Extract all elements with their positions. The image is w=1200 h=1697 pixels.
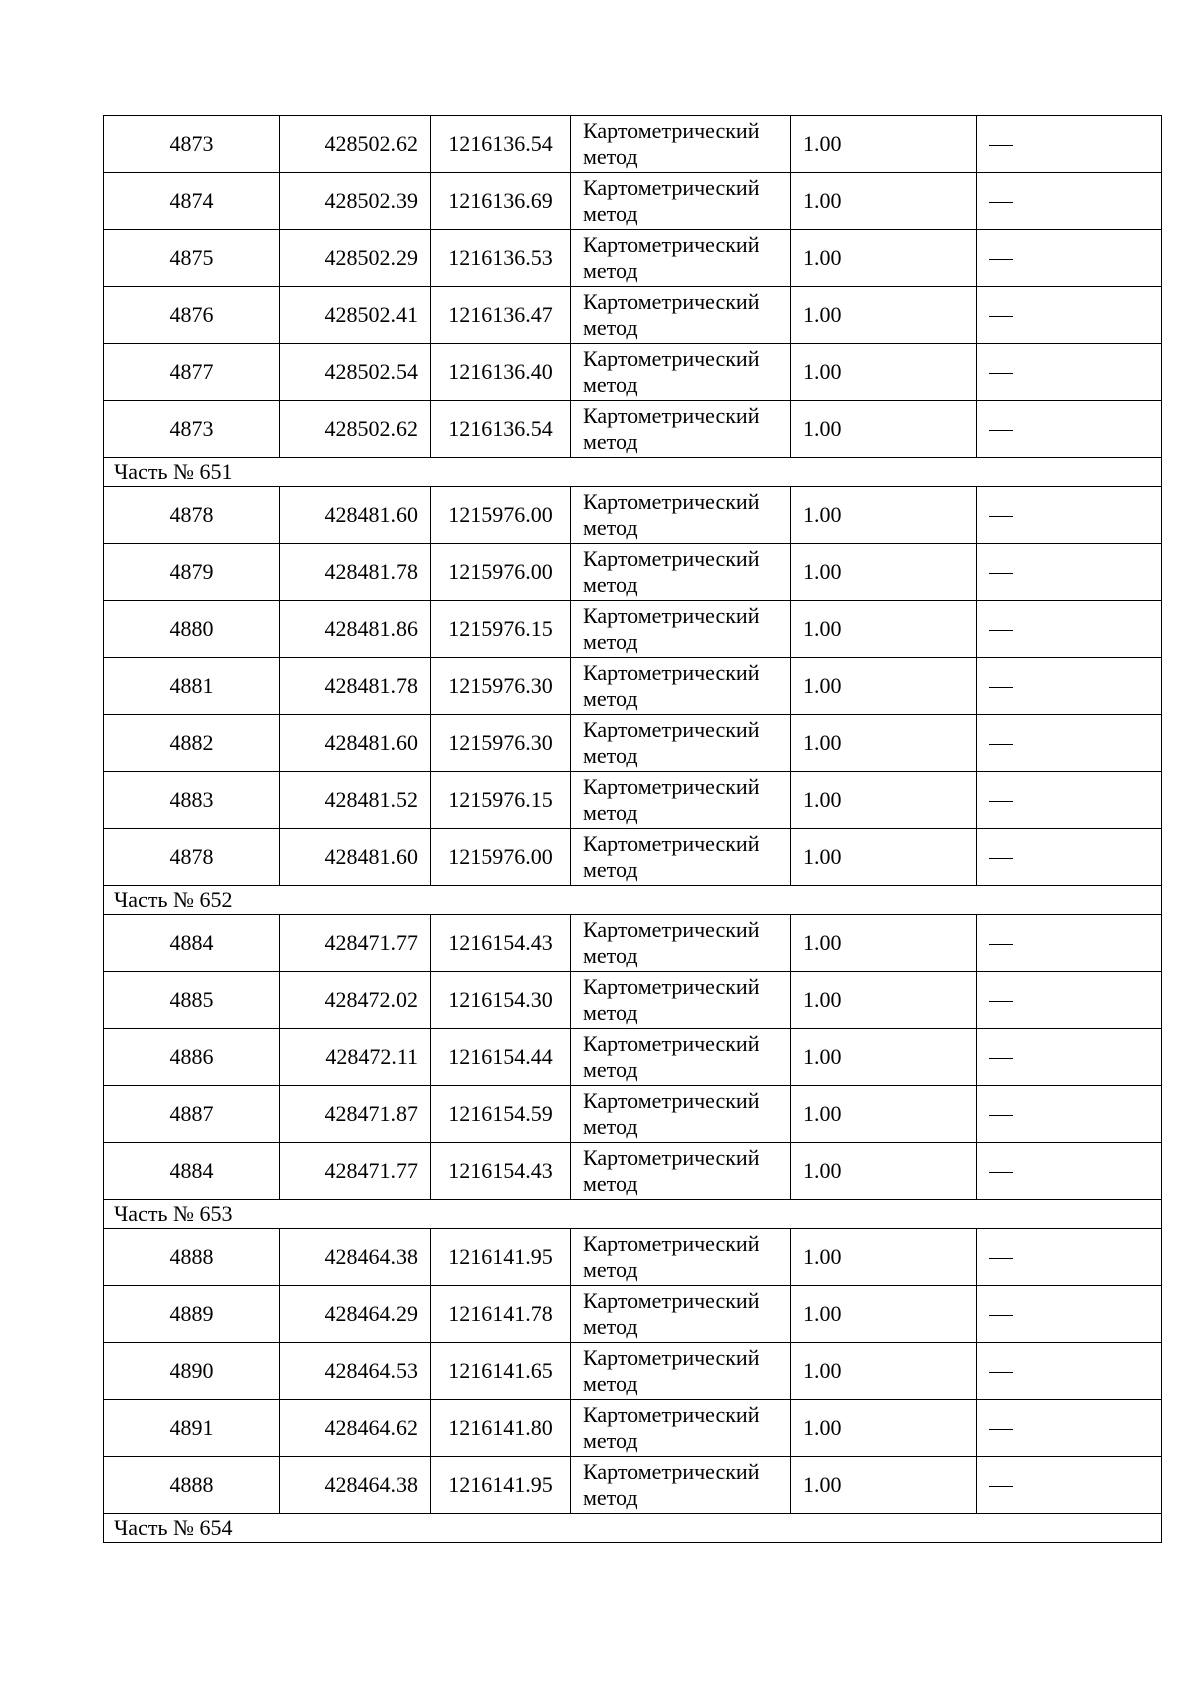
table-row xyxy=(104,1400,1162,1457)
em-dash-mark xyxy=(989,316,1013,317)
section-header-row xyxy=(104,458,1162,487)
em-dash-mark xyxy=(989,145,1013,146)
method-cell xyxy=(571,544,791,601)
description-cell xyxy=(977,715,1162,772)
accuracy-cell: 1.00 xyxy=(791,1286,977,1343)
method-text-line2: метод xyxy=(583,743,638,768)
method-cell xyxy=(571,1343,791,1400)
method-cell xyxy=(571,401,791,458)
table-row xyxy=(104,116,1162,173)
method-text-line1: Картометрический xyxy=(583,1031,760,1056)
y-coordinate-cell: 1215976.15 xyxy=(431,601,571,658)
method-text-line1: Картометрический xyxy=(583,1459,760,1484)
x-coordinate-cell: 428481.78 xyxy=(280,658,431,715)
table-row xyxy=(104,401,1162,458)
method-text-line1: Картометрический xyxy=(583,974,760,999)
method-text-line1: Картометрический xyxy=(583,1088,760,1113)
description-cell xyxy=(977,658,1162,715)
point-number-cell: 4891 xyxy=(104,1400,280,1457)
y-coordinate-cell: 1216136.40 xyxy=(431,344,571,401)
y-coordinate-cell: 1216141.65 xyxy=(431,1343,571,1400)
x-coordinate-cell: 428481.86 xyxy=(280,601,431,658)
method-text-line1: Картометрический xyxy=(583,1231,760,1256)
point-number-cell: 4878 xyxy=(104,829,280,886)
y-coordinate-cell: 1215976.00 xyxy=(431,544,571,601)
x-coordinate-cell: 428464.62 xyxy=(280,1400,431,1457)
y-coordinate-cell: 1216154.44 xyxy=(431,1029,571,1086)
table-row xyxy=(104,1229,1162,1286)
section-header-row xyxy=(104,1514,1162,1543)
method-cell xyxy=(571,601,791,658)
point-number-cell: 4888 xyxy=(104,1457,280,1514)
method-text-line1: Картометрический xyxy=(583,774,760,799)
method-cell xyxy=(571,1086,791,1143)
method-cell xyxy=(571,487,791,544)
accuracy-cell: 1.00 xyxy=(791,544,977,601)
table-row xyxy=(104,544,1162,601)
table-row xyxy=(104,1029,1162,1086)
method-text-line2: метод xyxy=(583,429,638,454)
accuracy-cell: 1.00 xyxy=(791,772,977,829)
accuracy-cell: 1.00 xyxy=(791,1143,977,1200)
method-text-line1: Картометрический xyxy=(583,1145,760,1170)
x-coordinate-cell: 428464.29 xyxy=(280,1286,431,1343)
y-coordinate-cell: 1215976.00 xyxy=(431,829,571,886)
y-coordinate-cell: 1216136.47 xyxy=(431,287,571,344)
method-cell xyxy=(571,829,791,886)
method-cell xyxy=(571,715,791,772)
y-coordinate-cell: 1216136.53 xyxy=(431,230,571,287)
accuracy-cell: 1.00 xyxy=(791,829,977,886)
point-number-cell: 4882 xyxy=(104,715,280,772)
x-coordinate-cell: 428464.38 xyxy=(280,1457,431,1514)
method-cell xyxy=(571,1029,791,1086)
description-cell xyxy=(977,1229,1162,1286)
method-cell xyxy=(571,1457,791,1514)
accuracy-cell: 1.00 xyxy=(791,1343,977,1400)
section-header-row xyxy=(104,886,1162,915)
accuracy-cell: 1.00 xyxy=(791,1086,977,1143)
method-text-line1: Картометрический xyxy=(583,118,760,143)
description-cell xyxy=(977,1029,1162,1086)
point-number-cell: 4888 xyxy=(104,1229,280,1286)
method-text-line2: метод xyxy=(583,372,638,397)
y-coordinate-cell: 1215976.15 xyxy=(431,772,571,829)
table-row xyxy=(104,1343,1162,1400)
point-number-cell: 4885 xyxy=(104,972,280,1029)
description-cell xyxy=(977,230,1162,287)
em-dash-mark xyxy=(989,630,1013,631)
point-number-cell: 4874 xyxy=(104,173,280,230)
method-text-line2: метод xyxy=(583,629,638,654)
em-dash-mark xyxy=(989,1058,1013,1059)
method-text-line1: Картометрический xyxy=(583,346,760,371)
description-cell xyxy=(977,915,1162,972)
accuracy-cell: 1.00 xyxy=(791,1229,977,1286)
em-dash-mark xyxy=(989,858,1013,859)
point-number-cell: 4873 xyxy=(104,401,280,458)
point-number-cell: 4873 xyxy=(104,116,280,173)
point-number-cell: 4889 xyxy=(104,1286,280,1343)
method-text-line1: Картометрический xyxy=(583,660,760,685)
description-cell xyxy=(977,1343,1162,1400)
coordinates-table-body xyxy=(104,116,1162,1543)
method-cell xyxy=(571,972,791,1029)
method-text-line2: метод xyxy=(583,315,638,340)
x-coordinate-cell: 428481.52 xyxy=(280,772,431,829)
method-text-line2: метод xyxy=(583,515,638,540)
table-row xyxy=(104,230,1162,287)
em-dash-mark xyxy=(989,944,1013,945)
em-dash-mark xyxy=(989,516,1013,517)
table-row xyxy=(104,287,1162,344)
y-coordinate-cell: 1216154.43 xyxy=(431,1143,571,1200)
table-row xyxy=(104,829,1162,886)
y-coordinate-cell: 1216154.43 xyxy=(431,915,571,972)
y-coordinate-cell: 1215976.30 xyxy=(431,658,571,715)
method-cell xyxy=(571,230,791,287)
point-number-cell: 4880 xyxy=(104,601,280,658)
description-cell xyxy=(977,344,1162,401)
accuracy-cell: 1.00 xyxy=(791,715,977,772)
method-text-line1: Картометрический xyxy=(583,1345,760,1370)
table-row xyxy=(104,915,1162,972)
method-text-line2: метод xyxy=(583,686,638,711)
description-cell xyxy=(977,1143,1162,1200)
x-coordinate-cell: 428481.60 xyxy=(280,715,431,772)
accuracy-cell: 1.00 xyxy=(791,601,977,658)
method-text-line2: метод xyxy=(583,201,638,226)
description-cell xyxy=(977,287,1162,344)
point-number-cell: 4876 xyxy=(104,287,280,344)
method-text-line1: Картометрический xyxy=(583,1402,760,1427)
method-cell xyxy=(571,1400,791,1457)
method-cell xyxy=(571,772,791,829)
method-cell xyxy=(571,915,791,972)
point-number-cell: 4886 xyxy=(104,1029,280,1086)
y-coordinate-cell: 1216141.95 xyxy=(431,1457,571,1514)
table-row xyxy=(104,1286,1162,1343)
table-row xyxy=(104,715,1162,772)
em-dash-mark xyxy=(989,1001,1013,1002)
method-text-line1: Картометрический xyxy=(583,1288,760,1313)
x-coordinate-cell: 428481.60 xyxy=(280,487,431,544)
method-text-line2: метод xyxy=(583,1057,638,1082)
method-cell xyxy=(571,1229,791,1286)
y-coordinate-cell: 1216136.54 xyxy=(431,401,571,458)
x-coordinate-cell: 428502.62 xyxy=(280,401,431,458)
em-dash-mark xyxy=(989,573,1013,574)
method-text-line1: Картометрический xyxy=(583,831,760,856)
accuracy-cell: 1.00 xyxy=(791,173,977,230)
description-cell xyxy=(977,173,1162,230)
method-text-line2: метод xyxy=(583,857,638,882)
method-text-line2: метод xyxy=(583,572,638,597)
accuracy-cell: 1.00 xyxy=(791,487,977,544)
section-title: Часть № 653 xyxy=(104,1200,1162,1229)
point-number-cell: 4887 xyxy=(104,1086,280,1143)
method-text-line2: метод xyxy=(583,1485,638,1510)
table-row xyxy=(104,1086,1162,1143)
em-dash-mark xyxy=(989,1429,1013,1430)
table-row xyxy=(104,601,1162,658)
x-coordinate-cell: 428502.29 xyxy=(280,230,431,287)
method-text-line1: Картометрический xyxy=(583,175,760,200)
description-cell xyxy=(977,1400,1162,1457)
method-text-line1: Картометрический xyxy=(583,546,760,571)
section-title: Часть № 654 xyxy=(104,1514,1162,1543)
x-coordinate-cell: 428471.77 xyxy=(280,1143,431,1200)
x-coordinate-cell: 428472.02 xyxy=(280,972,431,1029)
accuracy-cell: 1.00 xyxy=(791,116,977,173)
method-text-line1: Картометрический xyxy=(583,403,760,428)
method-cell xyxy=(571,1143,791,1200)
method-text-line2: метод xyxy=(583,1314,638,1339)
method-text-line1: Картометрический xyxy=(583,603,760,628)
method-text-line2: метод xyxy=(583,1428,638,1453)
accuracy-cell: 1.00 xyxy=(791,915,977,972)
accuracy-cell: 1.00 xyxy=(791,972,977,1029)
section-title: Часть № 652 xyxy=(104,886,1162,915)
description-cell xyxy=(977,1457,1162,1514)
description-cell xyxy=(977,1086,1162,1143)
y-coordinate-cell: 1216154.30 xyxy=(431,972,571,1029)
em-dash-mark xyxy=(989,801,1013,802)
em-dash-mark xyxy=(989,202,1013,203)
y-coordinate-cell: 1216136.69 xyxy=(431,173,571,230)
accuracy-cell: 1.00 xyxy=(791,344,977,401)
description-cell xyxy=(977,1286,1162,1343)
y-coordinate-cell: 1216141.95 xyxy=(431,1229,571,1286)
x-coordinate-cell: 428502.54 xyxy=(280,344,431,401)
accuracy-cell: 1.00 xyxy=(791,230,977,287)
em-dash-mark xyxy=(989,259,1013,260)
section-title: Часть № 651 xyxy=(104,458,1162,487)
description-cell xyxy=(977,544,1162,601)
accuracy-cell: 1.00 xyxy=(791,401,977,458)
method-text-line2: метод xyxy=(583,1000,638,1025)
em-dash-mark xyxy=(989,1315,1013,1316)
em-dash-mark xyxy=(989,744,1013,745)
description-cell xyxy=(977,401,1162,458)
accuracy-cell: 1.00 xyxy=(791,1029,977,1086)
point-number-cell: 4890 xyxy=(104,1343,280,1400)
method-cell xyxy=(571,344,791,401)
description-cell xyxy=(977,972,1162,1029)
method-text-line2: метод xyxy=(583,258,638,283)
point-number-cell: 4883 xyxy=(104,772,280,829)
point-number-cell: 4881 xyxy=(104,658,280,715)
y-coordinate-cell: 1216154.59 xyxy=(431,1086,571,1143)
y-coordinate-cell: 1215976.00 xyxy=(431,487,571,544)
section-header-row xyxy=(104,1200,1162,1229)
point-number-cell: 4878 xyxy=(104,487,280,544)
method-cell xyxy=(571,287,791,344)
method-text-line1: Картометрический xyxy=(583,489,760,514)
em-dash-mark xyxy=(989,430,1013,431)
point-number-cell: 4879 xyxy=(104,544,280,601)
method-text-line1: Картометрический xyxy=(583,717,760,742)
y-coordinate-cell: 1215976.30 xyxy=(431,715,571,772)
method-cell xyxy=(571,658,791,715)
em-dash-mark xyxy=(989,1115,1013,1116)
description-cell xyxy=(977,487,1162,544)
x-coordinate-cell: 428502.41 xyxy=(280,287,431,344)
accuracy-cell: 1.00 xyxy=(791,658,977,715)
table-row xyxy=(104,972,1162,1029)
method-text-line2: метод xyxy=(583,943,638,968)
description-cell xyxy=(977,601,1162,658)
point-number-cell: 4884 xyxy=(104,1143,280,1200)
method-cell xyxy=(571,116,791,173)
point-number-cell: 4884 xyxy=(104,915,280,972)
y-coordinate-cell: 1216136.54 xyxy=(431,116,571,173)
accuracy-cell: 1.00 xyxy=(791,287,977,344)
em-dash-mark xyxy=(989,1258,1013,1259)
description-cell xyxy=(977,829,1162,886)
method-cell xyxy=(571,173,791,230)
accuracy-cell: 1.00 xyxy=(791,1400,977,1457)
em-dash-mark xyxy=(989,373,1013,374)
method-text-line1: Картометрический xyxy=(583,232,760,257)
method-text-line2: метод xyxy=(583,1257,638,1282)
point-number-cell: 4875 xyxy=(104,230,280,287)
table-row xyxy=(104,772,1162,829)
x-coordinate-cell: 428502.62 xyxy=(280,116,431,173)
method-text-line2: метод xyxy=(583,1171,638,1196)
em-dash-mark xyxy=(989,687,1013,688)
table-row xyxy=(104,1143,1162,1200)
accuracy-cell: 1.00 xyxy=(791,1457,977,1514)
x-coordinate-cell: 428481.78 xyxy=(280,544,431,601)
x-coordinate-cell: 428464.53 xyxy=(280,1343,431,1400)
em-dash-mark xyxy=(989,1372,1013,1373)
method-text-line1: Картометрический xyxy=(583,289,760,314)
y-coordinate-cell: 1216141.80 xyxy=(431,1400,571,1457)
table-row xyxy=(104,1457,1162,1514)
table-row xyxy=(104,658,1162,715)
description-cell xyxy=(977,772,1162,829)
table-row xyxy=(104,173,1162,230)
coordinates-table xyxy=(103,115,1162,1543)
x-coordinate-cell: 428481.60 xyxy=(280,829,431,886)
em-dash-mark xyxy=(989,1486,1013,1487)
method-text-line2: метод xyxy=(583,1114,638,1139)
x-coordinate-cell: 428471.77 xyxy=(280,915,431,972)
method-text-line2: метод xyxy=(583,144,638,169)
description-cell xyxy=(977,116,1162,173)
x-coordinate-cell: 428502.39 xyxy=(280,173,431,230)
em-dash-mark xyxy=(989,1172,1013,1173)
y-coordinate-cell: 1216141.78 xyxy=(431,1286,571,1343)
x-coordinate-cell: 428472.11 xyxy=(280,1029,431,1086)
point-number-cell: 4877 xyxy=(104,344,280,401)
method-text-line1: Картометрический xyxy=(583,917,760,942)
x-coordinate-cell: 428471.87 xyxy=(280,1086,431,1143)
method-cell xyxy=(571,1286,791,1343)
table-row xyxy=(104,344,1162,401)
x-coordinate-cell: 428464.38 xyxy=(280,1229,431,1286)
method-text-line2: метод xyxy=(583,1371,638,1396)
table-row xyxy=(104,487,1162,544)
method-text-line2: метод xyxy=(583,800,638,825)
